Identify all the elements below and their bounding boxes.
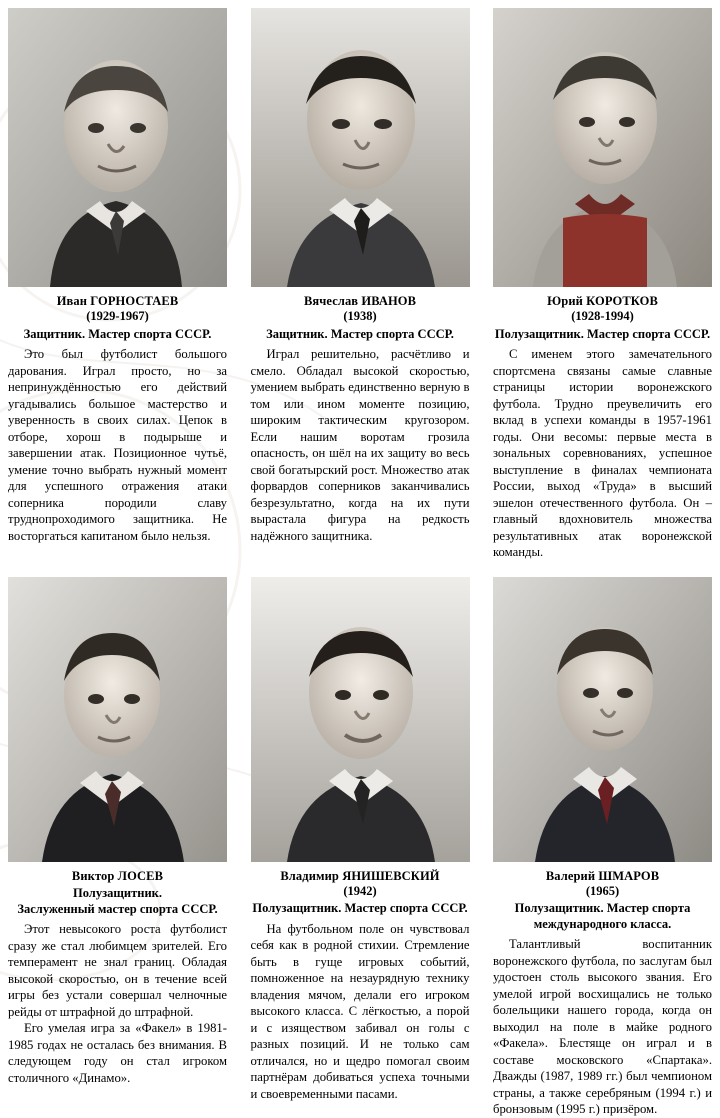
bio-paragraph: С именем этого замечательного спортсмена связаны самые славные страницы истории воронежского футбола. Трудно преувеличить его вклад в успехи команды в 1957-1961 годы. Они весомы: первые места в зональных соревнованиях, успешное выступление в финалах чемпионата России, выход «Труда» в высший эшелон отечественного футбола. Он – главный вдохновитель множества результативных атак воронежской команды. [493, 347, 712, 560]
player-bio [493, 936, 712, 1118]
bio-paragraph: Его умелая игра за «Факел» в 1981-1985 годах не осталась без внимания. В следующем году он стал игроком столичного «Динамо». [8, 1021, 227, 1085]
player-years: (1928-1994) [571, 309, 634, 324]
player-name: Вячеслав ИВАНОВ [303, 294, 417, 308]
player-photo [493, 577, 712, 862]
player-name: Владимир ЯНИШЕВСКИЙ [280, 868, 440, 883]
player-photo [8, 577, 227, 862]
player-photo [493, 8, 712, 287]
player-role: Защитник. Мастер спорта СССР. [23, 326, 212, 341]
player-years: (1938) [343, 309, 377, 324]
player-bio [251, 921, 470, 1103]
player-role: Полузащитник. Мастер спорта СССР. [252, 901, 468, 916]
profile-card [493, 577, 712, 1118]
player-bio [251, 346, 470, 544]
profile-card [251, 577, 470, 1118]
profile-card [8, 577, 227, 1118]
profile-card [8, 8, 227, 561]
player-bio [8, 921, 227, 1086]
player-role: Защитник. Мастер спорта СССР. [266, 326, 454, 341]
player-years: (1942) [343, 883, 377, 898]
player-photo [251, 8, 470, 287]
player-name: Валерий ШМАРОВ [545, 868, 660, 883]
player-name: Виктор ЛОСЕВ [71, 868, 164, 883]
player-years: (1965) [585, 883, 620, 898]
player-role: Полузащитник. Мастер спорта СССР. [494, 326, 711, 341]
player-role-line-2: Заслуженный мастер спорта СССР. [17, 901, 218, 916]
bio-paragraph: Этот невысокого роста футболист сразу же стал любимцем зрителей. Его темперамент не знал границ. Обладая высокой скоростью, он в течение всей игры без устали совершал челночные рейды от штрафной до штрафной. [8, 922, 227, 1019]
bio-paragraph: Талантливый воспитанник воронежского футбола, по заслугам был удостоен столь высокого звания. Его умелой игрой восхищались не только болельщики нашего города, когда он выходил на поле в майке родного «Факела». Блестяще он играл и в составе московского «Спартака». Дважды (1987, 1989 гг.) был чемпионом страны, а также серебряным (1994 г.) и бронзовым (1995 г.) призёром. [493, 937, 712, 1117]
bio-paragraph: На футбольном поле он чувствовал себя как в родной стихии. Стремление быть в гуще игровых событий, помноженное на незаурядную технику владения мячом, делали его игроком высокого класса. С лёгкостью, а порой и с изяществом забивал он голы с разных позиций. И не только сам отличался, но и щедро помогал своим партнёрам добиваться успеха точными и своевременными пасами. [250, 921, 470, 1101]
bio-paragraph: Это был футболист большого дарования. Играл просто, но за непринуждённостью его действий угадывались большое мастерство и уверенность в своих силах. Цепок в отборе, хорош в подырыше и завершении атак. Позиционное чутьё, умение точно выбрать нужный момент для успешного отражения атаки соперника породили славу труднопроходимого защитника. Не восторгаться капитаном было нельзя. [8, 347, 227, 543]
player-name: Юрий КОРОТКОВ [547, 294, 658, 308]
player-name: Иван ГОРНОСТАЕВ [56, 294, 179, 308]
player-photo [251, 577, 470, 862]
profile-row-bottom [0, 561, 720, 1118]
player-years: (1929-1967) [86, 309, 149, 324]
profile-card [251, 8, 470, 561]
player-bio [493, 346, 712, 561]
player-role-line-1: Полузащитник. [73, 885, 162, 900]
player-photo [8, 8, 227, 287]
profile-card [493, 8, 712, 561]
player-role: Полузащитник. Мастер спорта международного класса. [514, 901, 691, 931]
player-bio [8, 346, 227, 544]
bio-paragraph: Играл решительно, расчётливо и смело. Обладал высокой скоростью, умением выбрать единственно верную в том или ином моменте позицию, широким тактическим кругозором. Если нашим воротам грозила опасность, он шёл на их защиту во весь свой богатырский рост. Множество атак форвардов соперников заканчивались безрезультатно, когда на их пути вырастала фигура на редкость надёжного защитника. [250, 347, 470, 543]
